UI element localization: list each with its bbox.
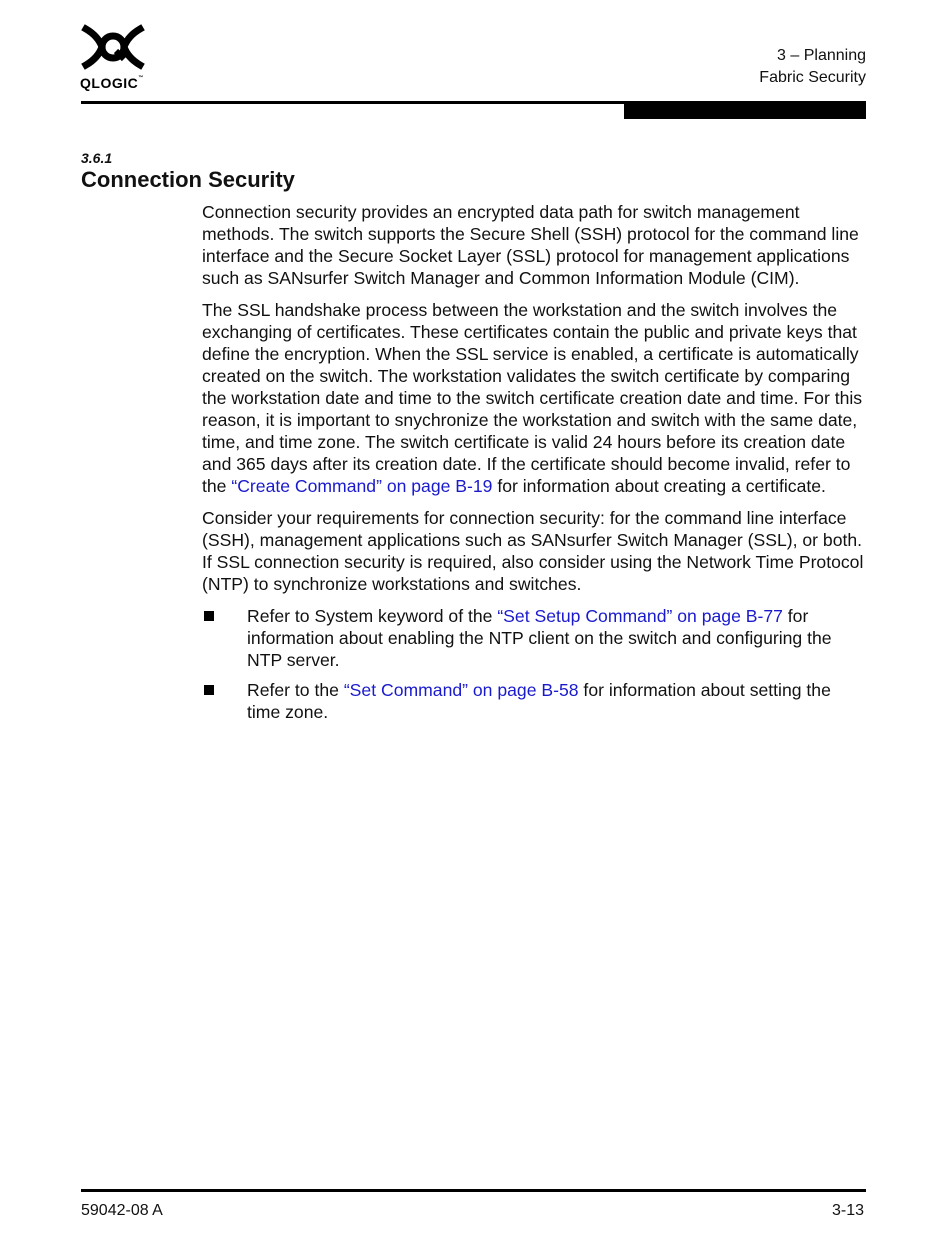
qlogic-logo bbox=[80, 24, 154, 94]
bullet-list bbox=[202, 605, 866, 723]
list-item: Refer to System keyword of the “Set Setup Command” on page B-77 for information about enabling the NTP client on the switch and configuring the NTP server. bbox=[202, 605, 866, 671]
paragraph-1: Connection security provides an encrypted data path for switch management methods. The switch supports the Secure Shell (SSH) protocol for the command line interface and the Secure Socket Layer (SSL) protocol for management applications such as SANsurfer Switch Manager and Common Information Module (CIM). bbox=[202, 202, 859, 288]
chapter-title: 3 – Planning bbox=[777, 47, 866, 64]
square-bullet-icon bbox=[204, 685, 214, 695]
section-number: 3.6.1 bbox=[81, 150, 113, 166]
running-head bbox=[759, 45, 866, 89]
logo-text: QLOGIC™ bbox=[80, 75, 144, 91]
paragraph-3: Consider your requirements for connection security: for the command line interface (SSH), management applications such as SANsurfer Switch Manager (SSL), or both. If SSL connection security is required, also consider using the Network Time Protocol (NTP) to synchronize workstations and switches. bbox=[202, 508, 864, 594]
document-number: 59042-08 A bbox=[81, 1202, 163, 1219]
create-command-link[interactable]: “Create Command” on page B-19 bbox=[231, 476, 493, 496]
body-text bbox=[202, 201, 866, 731]
square-bullet-icon bbox=[204, 611, 214, 621]
section-heading: Connection Security bbox=[81, 167, 295, 192]
set-command-link[interactable]: “Set Command” on page B-58 bbox=[343, 680, 579, 700]
page-number: 3-13 bbox=[831, 1202, 864, 1219]
paragraph-2: The SSL handshake process between the workstation and the switch involves the exchanging of certificates. These certificates contain the public and private keys that define the encryption. When the SSL service is enabled, a certificate is automatically created on the switch. The workstation validates the switch certificate by comparing the workstation date and time to the switch certificate creation date and time. For this reason, it is important to snychronize the workstation and switch with the same date, time, and time zone. The switch certificate is valid 24 hours before its creation date and 365 days after its creation date. If the certificate should become invalid, refer to the “Create Command” on page B-19 for information about creating a certificate. bbox=[202, 300, 863, 496]
list-item: Refer to the “Set Command” on page B-58 for information about setting the time zone. bbox=[202, 679, 866, 723]
qlogic-logo-icon bbox=[80, 24, 146, 70]
header-bar bbox=[624, 101, 866, 119]
footer-rule bbox=[81, 1189, 866, 1192]
set-setup-command-link[interactable]: “Set Setup Command” on page B-77 bbox=[497, 606, 783, 626]
section-title-header: Fabric Security bbox=[759, 69, 866, 86]
